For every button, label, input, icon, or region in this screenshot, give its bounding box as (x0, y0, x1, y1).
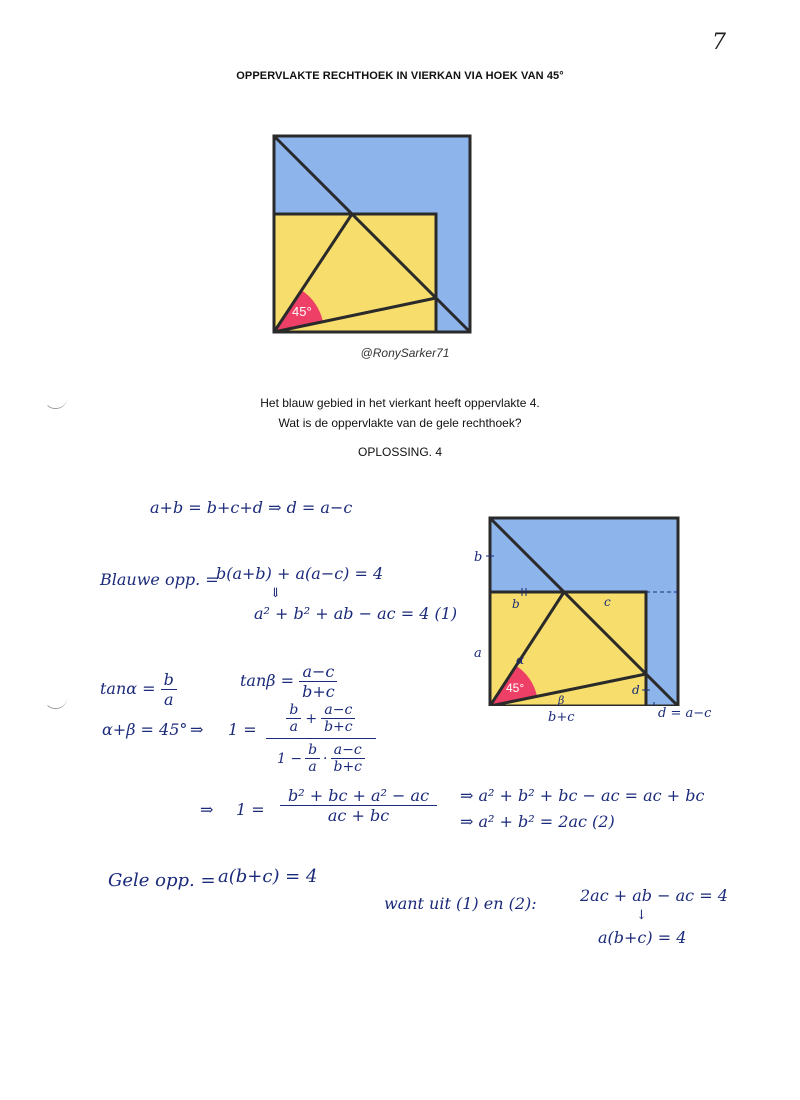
beta-label: β (558, 694, 565, 706)
blue-area-expression: b(a+b) + a(a−c) = 4 (216, 564, 384, 583)
simplified-fraction (280, 786, 437, 825)
tan-beta-inner-fraction (321, 702, 356, 735)
c-label: c (604, 595, 611, 609)
blue-area-label: Blauwe opp. = (100, 570, 219, 589)
tan-alpha (100, 670, 177, 709)
fraction-numerator: a−c (331, 742, 365, 759)
final-answer: a(b+c) = 4 (598, 928, 687, 947)
page-number: 7 (712, 30, 726, 55)
margin-hole-mark (44, 698, 67, 709)
yellow-area-expression: a(b+c) = 4 (218, 866, 318, 887)
tan-alpha-denominator: a (164, 690, 174, 709)
implies-arrow: ⇒ (190, 720, 204, 739)
a-side-label: a (474, 646, 482, 661)
fraction-denominator: b+c (324, 719, 353, 735)
down-arrow: ↓ (636, 908, 647, 923)
simplified-fraction-body (280, 786, 437, 825)
one-minus: 1 − (276, 750, 303, 767)
tan-beta-numerator: a−c (299, 662, 337, 682)
fraction-denominator: ac + bc (327, 806, 390, 825)
solution-heading: OPLOSSING. 4 (357, 445, 443, 459)
equation-1: a² + b² + ab − ac = 4 (1) (254, 604, 458, 623)
tan-alpha-fraction (161, 670, 177, 709)
annotated-figure (486, 514, 682, 706)
tan-beta-denominator: b+c (302, 682, 335, 701)
fraction-numerator: b (286, 702, 301, 719)
angle-sum: α+β = 45° (102, 720, 188, 739)
bc-bottom-label: b+c (548, 710, 575, 725)
figure-credit: @RonySarker71 (360, 346, 450, 360)
plus-sign: + (305, 710, 318, 727)
question-line-1: Het blauw gebied in het vierkant heeft oppervlakte 4. (260, 396, 540, 410)
one-equals: 1 = (236, 800, 265, 819)
b-top-label: b (512, 597, 520, 611)
angle-label: 45° (292, 304, 312, 319)
multiply-dot: · (323, 750, 328, 767)
fraction-numerator: a−c (321, 702, 355, 719)
tan-beta-label: tanβ = (240, 671, 295, 690)
angle-label: 45° (506, 681, 525, 695)
fraction-denominator-row (266, 738, 376, 775)
implies-arrow: ⇒ (200, 800, 214, 819)
tan-alpha-label: tanα = (100, 679, 156, 698)
equation-sum: a+b = b+c+d ⇒ d = a−c (150, 498, 353, 517)
tan-beta-inner-fraction (330, 742, 365, 775)
because-label: want uit (1) en (2): (384, 894, 537, 913)
alpha-label: α (516, 653, 525, 667)
b-over-a-fraction (305, 742, 320, 775)
fraction-denominator: b+c (333, 759, 363, 775)
yellow-area-label: Gele opp. = (108, 870, 216, 891)
tan-beta (240, 662, 338, 701)
b-over-a-fraction (286, 702, 301, 735)
tan-beta-fraction (299, 662, 338, 701)
one-equals: 1 = (228, 720, 257, 739)
fraction-numerator: b (305, 742, 320, 759)
fraction-denominator: a (308, 759, 317, 775)
compound-fraction (266, 702, 376, 775)
d-equation-label: d = a−c (658, 706, 712, 721)
page-title: OPPERVLAKTE RECHTHOEK IN VIERKAN VIA HOEK VAN 45° (236, 70, 564, 82)
puzzle-figure (270, 132, 474, 336)
down-arrow: ⇓ (270, 586, 281, 601)
b-side-label: b (474, 550, 483, 565)
equation-2: ⇒ a² + b² = 2ac (2) (460, 812, 615, 831)
fraction-denominator: a (289, 719, 299, 735)
fraction-numerator: b² + bc + a² − ac (280, 786, 437, 806)
because-expression: 2ac + ab − ac = 4 (580, 886, 728, 905)
equation-3: ⇒ a² + b² + bc − ac = ac + bc (460, 786, 705, 805)
question-line-2: Wat is de oppervlakte van de gele rechthoek? (278, 416, 522, 430)
d-label: d (632, 683, 640, 697)
tan-alpha-numerator: b (161, 670, 177, 690)
